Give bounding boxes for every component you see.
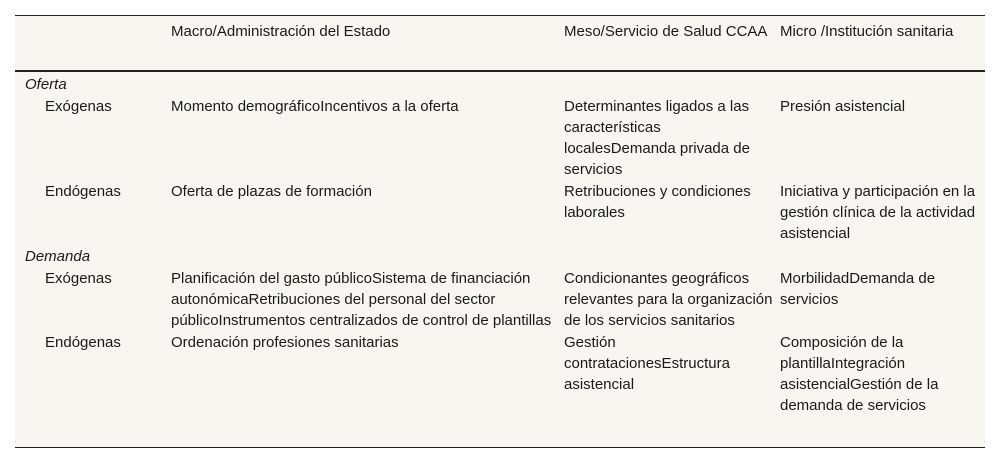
row-label: Exógenas — [45, 98, 112, 115]
table-header — [15, 16, 985, 71]
header-meso: Meso/Servicio de Salud CCAA — [564, 16, 780, 71]
header-macro: Macro/Administración del Estado — [171, 16, 564, 71]
section-row-oferta — [15, 71, 985, 96]
table-body — [15, 71, 985, 417]
row-label: Endógenas — [45, 183, 121, 200]
determinants-table — [15, 16, 985, 417]
table-row — [15, 268, 985, 332]
table-row — [15, 181, 985, 245]
cell-micro: Iniciativa y participación en la gestión clínica de la actividad asistencial — [780, 183, 976, 242]
header-micro: Micro /Institución sanitaria — [780, 16, 985, 71]
determinants-table-container — [15, 15, 985, 448]
header-row — [15, 16, 985, 71]
section-row-demanda — [15, 245, 985, 268]
cell-meso: Condicionantes geográficos relevantes para la organización de los servicios sanitarios — [564, 270, 773, 329]
row-label: Exógenas — [45, 270, 112, 287]
cell-meso: Retribuciones y condiciones laborales — [564, 183, 751, 221]
row-label: Endógenas — [45, 334, 121, 351]
cell-meso: Gestión contratacionesEstructura asistencial — [564, 334, 730, 393]
table-row — [15, 332, 985, 417]
cell-micro: Composición de la plantillaIntegración asistencialGestión de la demanda de servicios — [780, 334, 939, 414]
cell-meso: Determinantes ligados a las características localesDemanda privada de servicios — [564, 98, 750, 178]
table-row — [15, 96, 985, 181]
header-empty-cell — [15, 16, 171, 71]
cell-macro: Momento demográficoIncentivos a la oferta — [171, 98, 459, 115]
section-label-demanda: Demanda — [25, 248, 91, 265]
section-label-oferta: Oferta — [25, 76, 67, 93]
cell-macro: Ordenación profesiones sanitarias — [171, 334, 399, 351]
cell-macro: Planificación del gasto públicoSistema de financiación autonómicaRetribuciones del personal del sector públicoInstrumentos centralizados de control de plantillas — [171, 270, 552, 329]
cell-micro: MorbilidadDemanda de servicios — [780, 270, 936, 308]
cell-macro: Oferta de plazas de formación — [171, 183, 372, 200]
cell-micro: Presión asistencial — [780, 98, 906, 115]
